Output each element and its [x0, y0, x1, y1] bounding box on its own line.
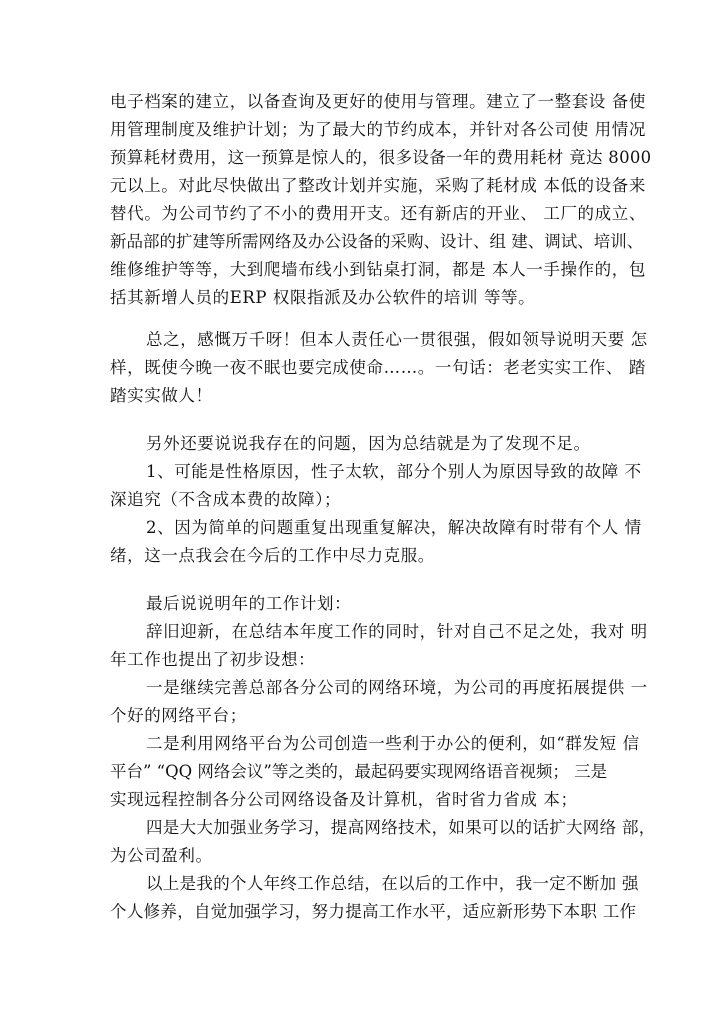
text-line: 最后说说明年的工作计划：: [146, 594, 352, 613]
text-line: 为公司盈利。: [110, 846, 213, 865]
text-line: 预算耗材费用，这一预算是惊人的，很多设备一年的费用耗材 竟达 8000: [110, 148, 652, 167]
text-line: 用管理制度及维护计划；为了最大的节约成本，并针对各公司使 用情况: [110, 120, 646, 139]
paragraph-next-year-plan: [110, 590, 656, 926]
paragraph-summary: [110, 326, 648, 410]
text-line: 2、因为简单的问题重复出现重复解决，解决故障有时带有个人 情: [146, 518, 642, 537]
text-line: 四是大大加强业务学习，提高网络技术，如果可以的话扩大网络 部，: [146, 818, 656, 837]
text-line: 括其新增人员的ERP 权限指派及办公软件的培训 等等。: [110, 288, 536, 307]
text-line: 年工作也提出了初步设想：: [110, 650, 316, 669]
text-line: 替代。为公司节约了不小的费用开支。还有新店的开业、 工厂的成立、: [110, 204, 646, 223]
text-line: 实现远程控制各分公司网络设备及计算机，省时省力省成 本；: [110, 790, 578, 809]
text-line: 绪，这一点我会在今后的工作中尽力克服。: [110, 546, 435, 565]
paragraph-archive-management: [110, 88, 652, 312]
text-line: 1、可能是性格原因，性子太软，部分个别人为原因导致的故障 不: [146, 462, 642, 481]
text-line: 二是利用网络平台为公司创造一些利于办公的便利，如“群发短 信: [146, 734, 640, 753]
text-line: 新品部的扩建等所需网络及办公设备的采购、设计、组 建、调试、培训、: [110, 232, 644, 251]
text-line: 平台” “QQ 网络会议”等之类的，最起码要实现网络语音视频； 三是: [110, 762, 608, 781]
text-line: 元以上。对此尽快做出了整改计划并实施，采购了耗材成 本低的设备来: [110, 176, 646, 195]
text-line: 电子档案的建立，以备查询及更好的使用与管理。建立了一整套设 备使: [110, 92, 646, 111]
text-line: 个好的网络平台；: [110, 706, 247, 725]
text-line: 样，既使今晚一夜不眠也要完成使命……。一句话：老老实实工作、 踏: [110, 358, 646, 377]
text-line: 总之，感慨万千呀！但本人责任心一贯很强，假如领导说明天要 怎: [146, 330, 648, 349]
text-line: 踏实实做人！: [110, 386, 213, 405]
text-line: 维修维护等等，大到爬墙布线小到钻桌打洞，都是 本人一手操作的，包: [110, 260, 646, 279]
text-line: 个人修养，自觉加强学习，努力提高工作水平，适应新形势下本职 工作: [110, 902, 637, 921]
text-line: 另外还要说说我存在的问题，因为总结就是为了发现不足。: [146, 434, 591, 453]
text-line: 深追究（不含成本费的故障）；: [110, 490, 342, 509]
text-line: 以上是我的个人年终工作总结，在以后的工作中，我一定不断加 强: [146, 874, 639, 893]
paragraph-problems: [110, 430, 642, 570]
text-line: 辞旧迎新，在总结本年度工作的同时，针对自己不足之处，我对 明: [146, 622, 648, 641]
text-line: 一是继续完善总部各分公司的网络环境，为公司的再度拓展提供 一: [146, 678, 648, 697]
